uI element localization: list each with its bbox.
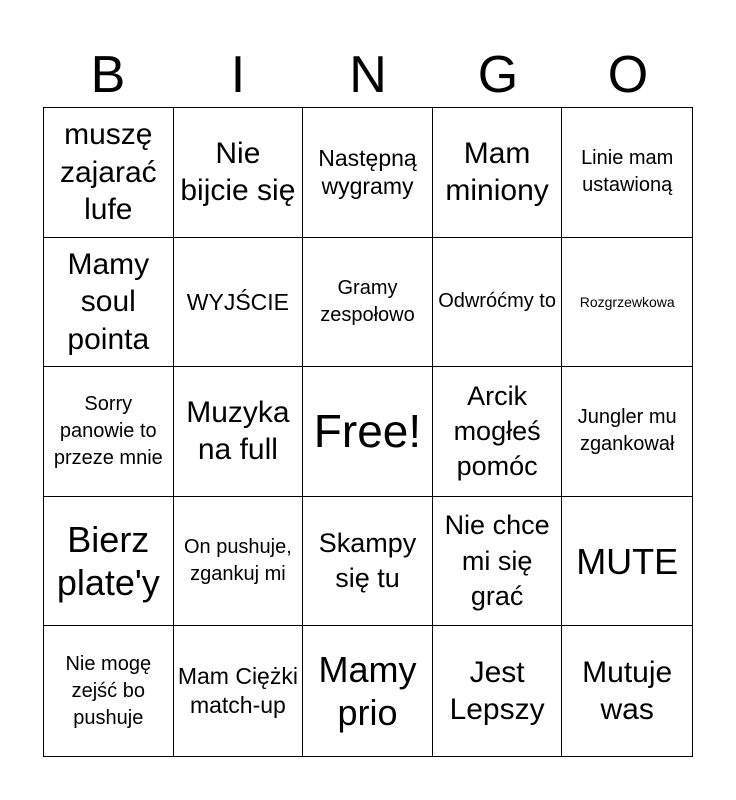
cell-text: Rozgrzewkowa: [579, 293, 675, 310]
bingo-cell: [433, 497, 563, 627]
cell-text: Mamy prio: [318, 649, 417, 734]
cell-text: Jungler mu zgankował: [577, 406, 677, 456]
bingo-cell: [562, 367, 692, 497]
bingo-cell: [562, 238, 692, 368]
bingo-cell: [174, 367, 304, 497]
cell-text: Mamy soul pointa: [67, 247, 150, 356]
bingo-cell: [303, 497, 433, 627]
bingo-cell: [562, 108, 692, 238]
bingo-cell: [303, 626, 433, 756]
bingo-cell: [44, 497, 174, 627]
bingo-cell: [174, 626, 304, 756]
bingo-cell: [44, 238, 174, 368]
cell-text: Odwróćmy to: [438, 290, 556, 313]
bingo-cell: [44, 108, 174, 238]
bingo-cell: [562, 497, 692, 627]
bingo-board: [43, 107, 693, 757]
cell-text: Free!: [313, 405, 422, 458]
bingo-cell: [433, 108, 563, 238]
cell-text: Arcik mogłeś pomóc: [453, 380, 541, 482]
header-letter-n: N: [349, 46, 387, 104]
cell-text: Linie mam ustawioną: [581, 147, 674, 197]
cell-text: Muzyka na full: [186, 395, 290, 467]
cell-text: Mam Ciężki match-up: [177, 663, 298, 719]
cell-text: Nie bijcie się: [180, 136, 296, 208]
header-letter-b: B: [90, 46, 126, 104]
cell-text: Jest Lepszy: [449, 655, 545, 727]
cell-text: Nie mogę zejść bo pushuje: [65, 652, 152, 729]
bingo-cell: [562, 626, 692, 756]
cell-text: Sorry panowie to przeze mnie: [53, 392, 163, 469]
cell-text: WYJŚCIE: [186, 288, 289, 315]
cell-text: Gramy zespołowo: [320, 276, 415, 326]
cell-text: Nie chce mi się grać: [444, 510, 550, 611]
bingo-cell: [174, 108, 304, 238]
bingo-header: [43, 45, 693, 105]
cell-text: muszę zajarać lufe: [59, 118, 157, 227]
bingo-cell: [44, 626, 174, 756]
cell-text: Skampy się tu: [318, 528, 417, 594]
bingo-cell: [433, 367, 563, 497]
bingo-cell: [303, 108, 433, 238]
bingo-cell: [174, 238, 304, 368]
cell-text: Mutuje was: [582, 655, 673, 727]
header-letter-i: I: [230, 46, 246, 104]
cell-text: Bierz plate'y: [56, 518, 160, 604]
cell-text: Mam miniony: [445, 136, 549, 208]
bingo-cell: [174, 497, 304, 627]
cell-text: Następną wygramy: [318, 144, 417, 200]
cell-text: MUTE: [576, 540, 679, 582]
cell-text: On pushuje, zgankuj mi: [183, 536, 292, 586]
bingo-cell: [433, 238, 563, 368]
free-cell: [303, 367, 433, 497]
header-letter-o: O: [607, 46, 649, 104]
header-letter-g: G: [477, 46, 519, 104]
bingo-cell: [44, 367, 174, 497]
bingo-cell: [303, 238, 433, 368]
bingo-cell: [433, 626, 563, 756]
